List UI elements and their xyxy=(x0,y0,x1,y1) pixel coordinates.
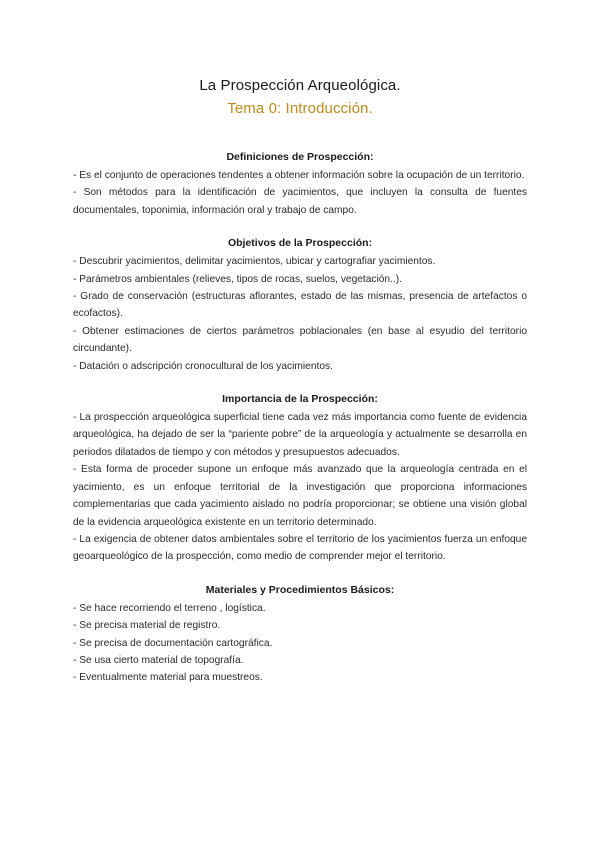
section-definiciones xyxy=(73,150,527,219)
section-heading: Definiciones de Prospección: xyxy=(226,151,374,163)
list-item: - Se precisa material de registro. xyxy=(73,620,221,632)
section-heading: Materiales y Procedimientos Básicos: xyxy=(205,583,395,596)
paragraph: - Obtener estimaciones de ciertos parámetros poblacionales (en base al esyudio del territorio circundante). xyxy=(73,325,527,355)
paragraph: - Grado de conservación (estructuras aflorantes, estado de las mismas, presencia de artefactos o ecofactos). xyxy=(73,291,527,320)
paragraph: - Descubrir yacimientos, delimitar yacimientos, ubicar y cartografiar yacimientos. xyxy=(73,256,436,268)
paragraph: - Datación o adscripción cronocultural de los yacimientos. xyxy=(73,360,333,372)
paragraph: - Esta forma de proceder supone un enfoque más avanzado que la arqueología centrada en el yacimiento, es un enfoque territorial de la investigación que proporciona informaciones complementarias que cada yacimiento aislado no podría proporcionar; se obtiene una visión global de la evidencia arqueológica existente en un territorio determinado. xyxy=(73,464,527,528)
document-title: La Prospección Arqueológica. xyxy=(199,77,401,94)
document-subtitle: Tema 0: Introducción. xyxy=(227,100,373,117)
paragraph: - Son métodos para la identificación de yacimientos, que incluyen la consulta de fuentes documentales, toponimia, información oral y trabajo de campo. xyxy=(73,187,527,216)
list-item: - Se hace recorriendo el terreno , logística. xyxy=(73,602,266,614)
section-importancia xyxy=(73,392,527,566)
list-item: - Se usa cierto material de topografía. xyxy=(73,654,244,666)
paragraph: - La prospección arqueológica superficial tiene cada vez más importancia como fuente de evidencia arqueológica, ha dejado de ser la “pariente pobre” de la arqueología y actualmente se desarrolla en periodos dilatados de tiempo y con métodos y presupuestos adecuados. xyxy=(73,412,527,458)
section-heading: Importancia de la Prospección: xyxy=(222,393,378,406)
document-body xyxy=(73,150,527,704)
paragraph: - La exigencia de obtener datos ambientales sobre el territorio de los yacimientos fuerza un enfoque geoarqueológico de la prospección, como medio de comprender mejor el territorio. xyxy=(73,533,527,563)
section-materiales xyxy=(73,583,527,687)
list-item: - Eventualmente material para muestreos. xyxy=(73,672,263,684)
paragraph: - Parámetros ambientales (relieves, tipos de rocas, suelos, vegetación..). xyxy=(73,273,402,285)
list-item: - Se precisa de documentación cartográfica. xyxy=(73,637,273,649)
section-heading: Objetivos de la Prospección: xyxy=(227,237,373,250)
section-objetivos xyxy=(73,236,527,375)
paragraph: - Es el conjunto de operaciones tendentes a obtener información sobre la ocupación de un territorio. xyxy=(73,170,525,181)
